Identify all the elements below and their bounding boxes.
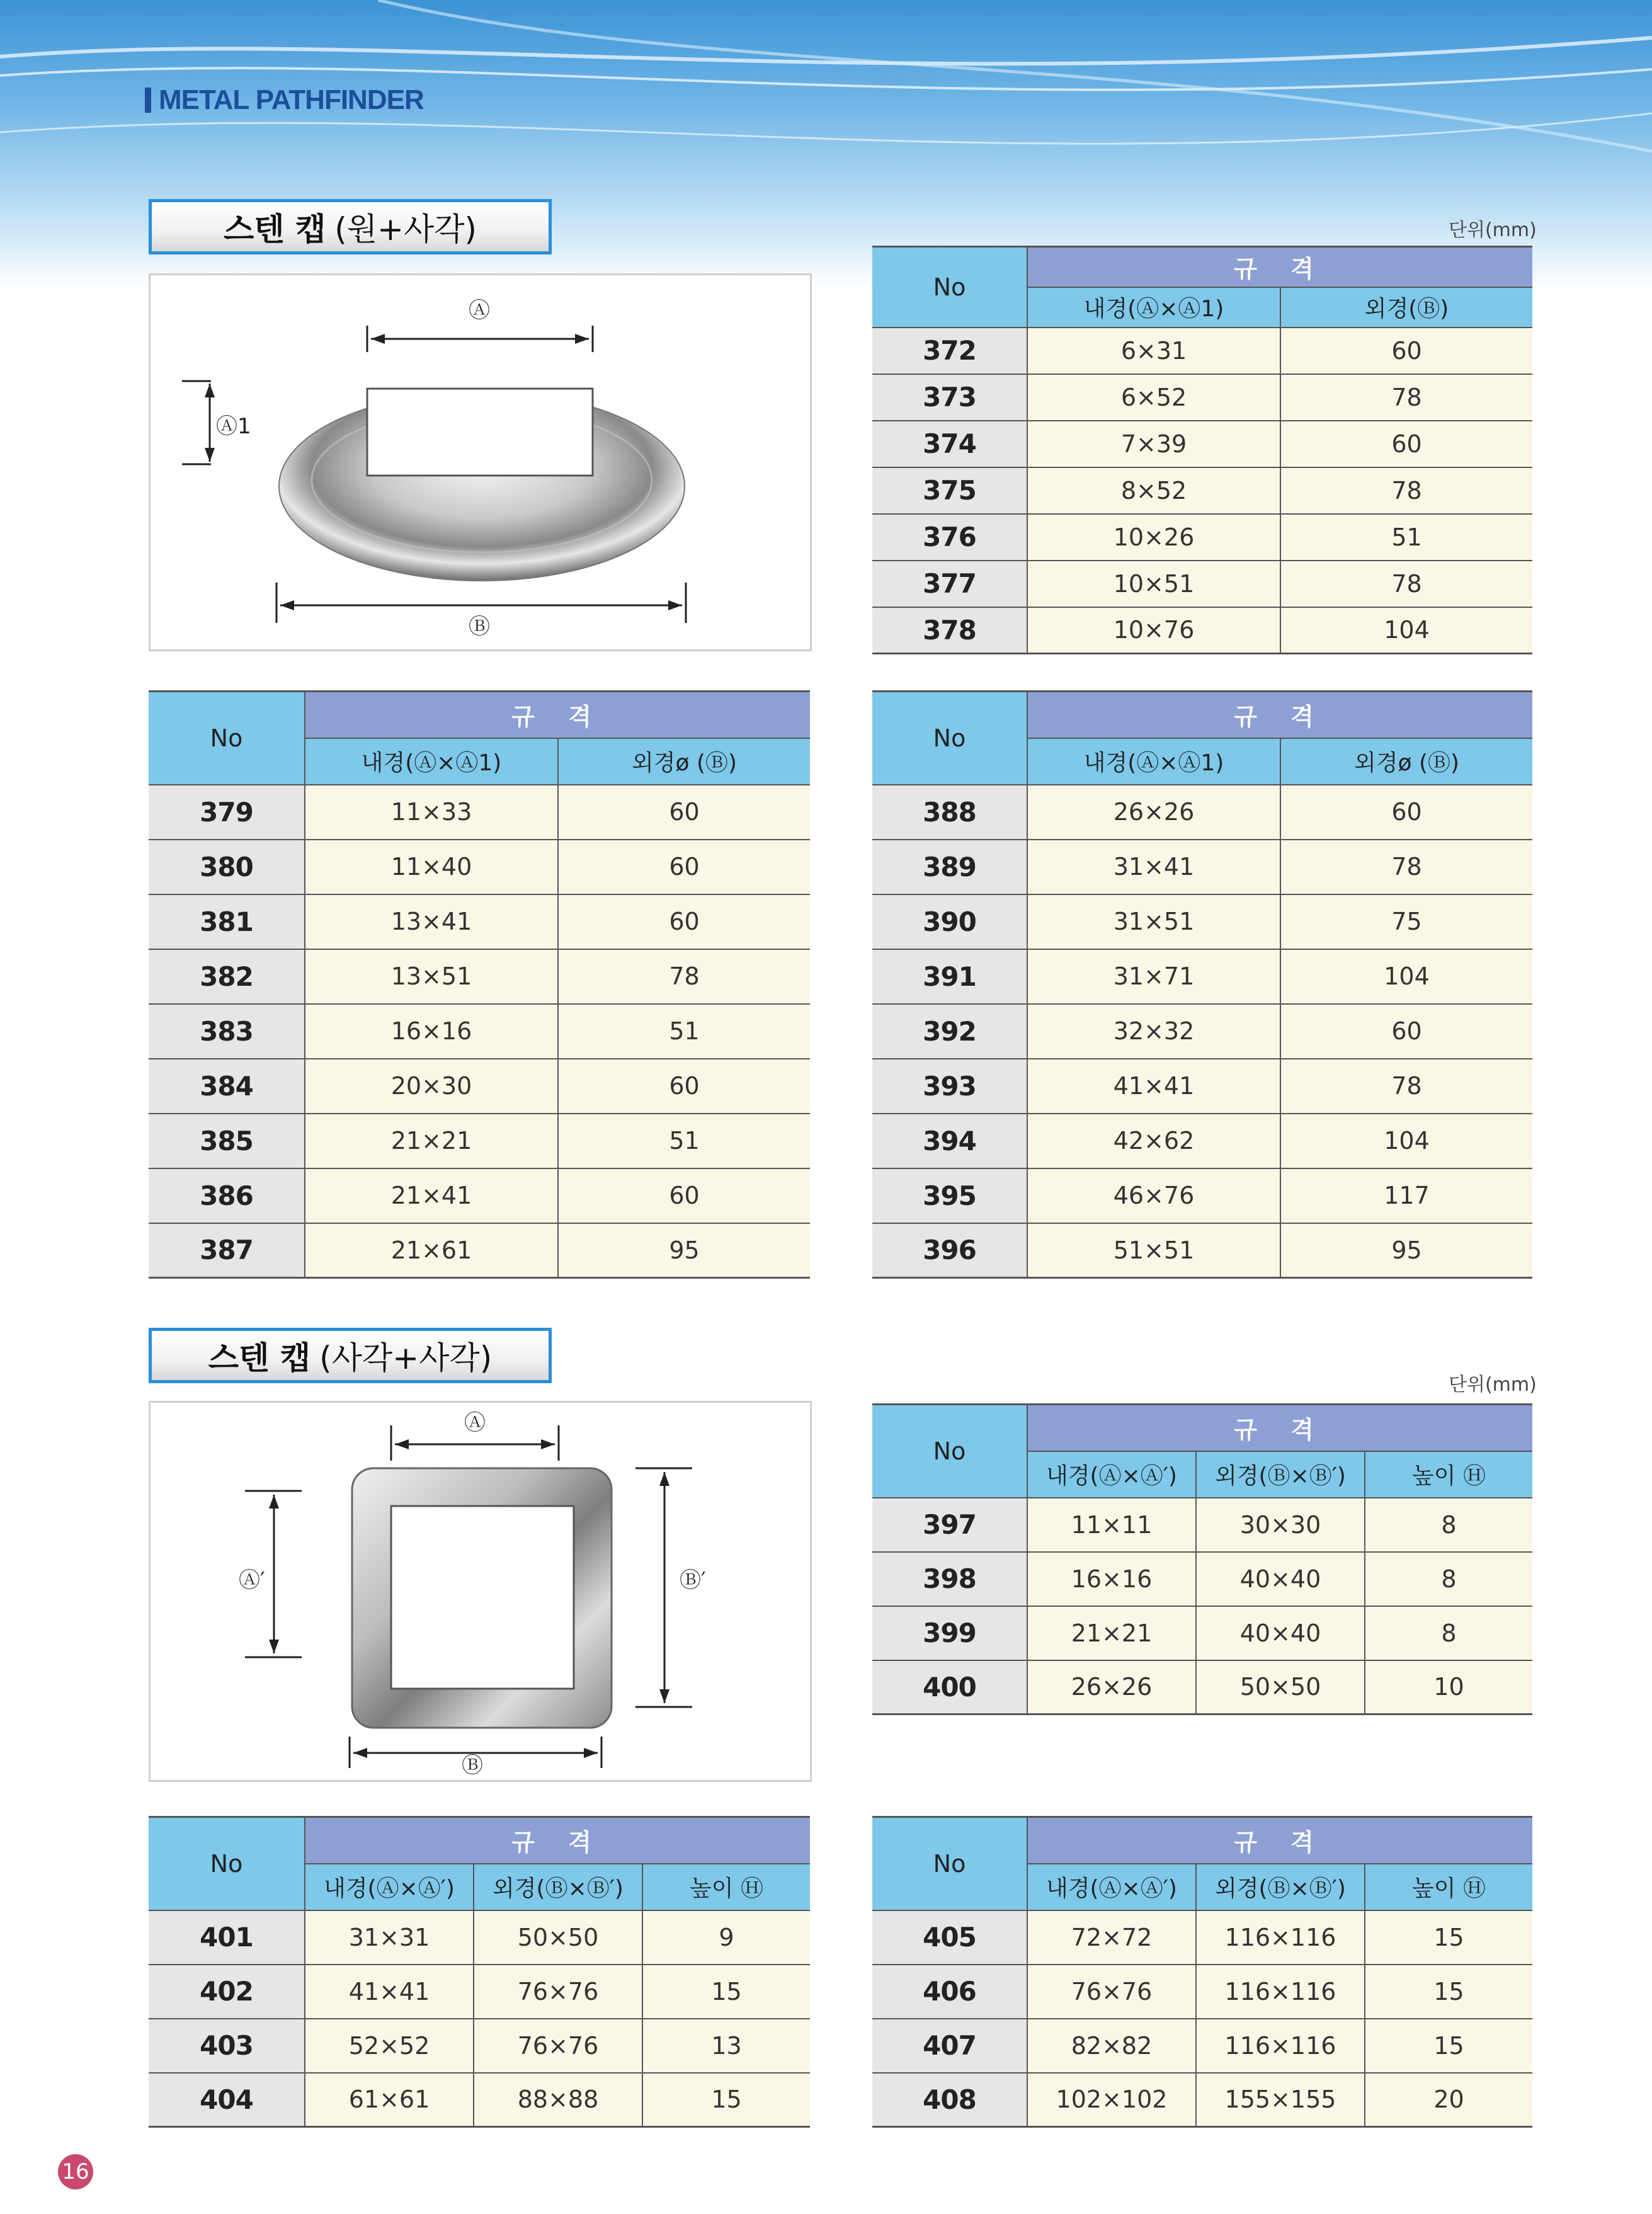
col-outer-size: 외경(Ⓑ×Ⓑ′)	[474, 1864, 642, 1910]
outer-size: 60	[558, 840, 810, 894]
table-row	[149, 840, 810, 894]
inner-size: 26×26	[1027, 785, 1280, 840]
table-row	[872, 374, 1532, 421]
height: 15	[1365, 1910, 1532, 1965]
row-no: 389	[872, 840, 1027, 894]
label-b: Ⓑ	[469, 614, 490, 639]
col-spec-header: 규 격	[1027, 1405, 1532, 1451]
inner-size: 10×51	[1027, 561, 1280, 607]
outer-size: 60	[1280, 328, 1532, 374]
table-row	[872, 1168, 1532, 1223]
inner-size: 31×31	[305, 1910, 474, 1965]
col-no-header: No	[872, 692, 1027, 785]
col-height: 높이 Ⓗ	[1365, 1451, 1532, 1498]
inner-size: 31×51	[1027, 894, 1280, 949]
row-no: 402	[149, 1965, 305, 2019]
inner-size: 32×32	[1027, 1004, 1280, 1059]
row-no: 388	[872, 785, 1027, 840]
outer-size: 50×50	[474, 1910, 642, 1965]
label-b-prime: Ⓑ′	[680, 1568, 706, 1593]
inner-size: 31×71	[1027, 949, 1280, 1004]
height: 20	[1365, 2073, 1532, 2127]
table-row	[872, 1910, 1532, 1965]
outer-size: 60	[1280, 785, 1532, 840]
height: 15	[1365, 1965, 1532, 2019]
row-no: 391	[872, 949, 1027, 1004]
row-no: 401	[149, 1910, 305, 1965]
col-no-header: No	[149, 692, 305, 785]
table-row	[872, 1114, 1532, 1168]
height: 15	[642, 1965, 810, 2019]
table-row	[872, 421, 1532, 467]
row-no: 377	[872, 561, 1027, 607]
inner-size: 72×72	[1027, 1910, 1196, 1965]
label-a-prime: Ⓐ′	[239, 1568, 265, 1593]
inner-size: 51×51	[1027, 1223, 1280, 1278]
inner-size: 52×52	[305, 2019, 474, 2073]
inner-size: 8×52	[1027, 467, 1280, 514]
row-no: 376	[872, 514, 1027, 561]
section2-title-bold: 스텐 캡	[208, 1340, 311, 1376]
section2-figure	[149, 1401, 812, 1782]
row-no: 385	[149, 1114, 305, 1168]
inner-size: 31×41	[1027, 840, 1280, 894]
inner-size: 13×41	[305, 894, 558, 949]
table-row	[149, 1910, 810, 1965]
inner-size: 16×16	[1027, 1552, 1196, 1606]
table-row	[149, 1114, 810, 1168]
outer-size: 76×76	[474, 2019, 642, 2073]
col-inner-size: 내경(Ⓐ×Ⓐ′)	[1027, 1451, 1196, 1498]
col-spec-header: 규 격	[1027, 1817, 1532, 1864]
row-no: 396	[872, 1223, 1027, 1278]
table-row	[872, 949, 1532, 1004]
col-inner-size: 내경(Ⓐ×Ⓐ′)	[305, 1864, 474, 1910]
col-no-header: No	[872, 1405, 1027, 1498]
row-no: 400	[872, 1660, 1027, 1715]
table-row	[872, 1004, 1532, 1059]
height: 8	[1365, 1606, 1532, 1660]
row-no: 397	[872, 1498, 1027, 1552]
row-no: 404	[149, 2073, 305, 2127]
row-no: 408	[872, 2073, 1027, 2127]
inner-size: 61×61	[305, 2073, 474, 2127]
outer-size: 155×155	[1196, 2073, 1365, 2127]
col-height: 높이 Ⓗ	[642, 1864, 810, 1910]
page-number: 16	[58, 2154, 93, 2189]
outer-size: 116×116	[1196, 2019, 1365, 2073]
table-row	[872, 1660, 1532, 1715]
table-row	[872, 894, 1532, 949]
col-inner-size: 내경(Ⓐ×Ⓐ′)	[1027, 1864, 1196, 1910]
section1-unit: 단위(mm)	[1449, 219, 1537, 241]
outer-size: 78	[1280, 467, 1532, 514]
table-row	[872, 514, 1532, 561]
row-no: 399	[872, 1606, 1027, 1660]
table-row	[872, 1498, 1532, 1552]
row-no: 383	[149, 1004, 305, 1059]
outer-size: 40×40	[1196, 1552, 1365, 1606]
col-outer-diameter: 외경(Ⓑ)	[1280, 287, 1532, 328]
section2-title-rest: (사각+사각)	[319, 1340, 493, 1376]
inner-size: 21×21	[1027, 1606, 1196, 1660]
section1-title	[149, 199, 552, 254]
outer-size: 51	[558, 1004, 810, 1059]
outer-size: 51	[558, 1114, 810, 1168]
table-row	[149, 2073, 810, 2127]
inner-size: 10×76	[1027, 607, 1280, 654]
col-no-header: No	[149, 1817, 305, 1910]
table-397-400	[872, 1403, 1532, 1715]
col-outer-size: 외경(Ⓑ×Ⓑ′)	[1196, 1864, 1365, 1910]
table-row	[872, 2073, 1532, 2127]
outer-size: 60	[558, 785, 810, 840]
row-no: 375	[872, 467, 1027, 514]
row-no: 386	[149, 1168, 305, 1223]
table-row	[149, 785, 810, 840]
row-no: 405	[872, 1910, 1027, 1965]
row-no: 403	[149, 2019, 305, 2073]
table-388-396	[872, 690, 1532, 1279]
outer-size: 40×40	[1196, 1606, 1365, 1660]
col-spec-header: 규 격	[305, 692, 810, 738]
table-row	[872, 1965, 1532, 2019]
col-outer-diameter: 외경ø (Ⓑ)	[558, 738, 810, 785]
table-row	[872, 840, 1532, 894]
col-inner-diameter: 내경(Ⓐ×Ⓐ1)	[1027, 738, 1280, 785]
table-row	[872, 1606, 1532, 1660]
inner-size: 6×31	[1027, 328, 1280, 374]
round-cap-drawing	[151, 275, 814, 653]
height: 10	[1365, 1660, 1532, 1715]
height: 8	[1365, 1552, 1532, 1606]
outer-size: 78	[1280, 374, 1532, 421]
row-no: 373	[872, 374, 1027, 421]
height: 15	[642, 2073, 810, 2127]
outer-size: 88×88	[474, 2073, 642, 2127]
inner-size: 21×41	[305, 1168, 558, 1223]
inner-size: 11×40	[305, 840, 558, 894]
col-spec-header: 규 격	[305, 1817, 810, 1864]
outer-size: 51	[1280, 514, 1532, 561]
inner-size: 41×41	[1027, 1059, 1280, 1114]
table-379-387	[149, 690, 810, 1279]
section1-title-bold: 스텐 캡	[223, 211, 326, 248]
section2-title	[149, 1328, 552, 1383]
inner-size: 46×76	[1027, 1168, 1280, 1223]
row-no: 379	[149, 785, 305, 840]
outer-size: 78	[1280, 840, 1532, 894]
col-inner-diameter: 내경(Ⓐ×Ⓐ1)	[1027, 287, 1280, 328]
table-row	[872, 785, 1532, 840]
col-no-header: No	[872, 1817, 1027, 1910]
table-row	[149, 1059, 810, 1114]
brand	[145, 85, 424, 115]
inner-size: 7×39	[1027, 421, 1280, 467]
section1-figure	[149, 273, 812, 651]
row-no: 407	[872, 2019, 1027, 2073]
col-outer-diameter: 외경ø (Ⓑ)	[1280, 738, 1532, 785]
row-no: 384	[149, 1059, 305, 1114]
label-a1: Ⓐ1	[216, 414, 251, 439]
row-no: 393	[872, 1059, 1027, 1114]
outer-size: 76×76	[474, 1965, 642, 2019]
inner-size: 11×33	[305, 785, 558, 840]
outer-size: 117	[1280, 1168, 1532, 1223]
table-row	[149, 1004, 810, 1059]
table-row	[872, 561, 1532, 607]
row-no: 374	[872, 421, 1027, 467]
outer-size: 30×30	[1196, 1498, 1365, 1552]
inner-size: 82×82	[1027, 2019, 1196, 2073]
row-no: 387	[149, 1223, 305, 1278]
row-no: 392	[872, 1004, 1027, 1059]
row-no: 381	[149, 894, 305, 949]
col-no-header: No	[872, 247, 1027, 328]
table-372-378	[872, 246, 1532, 654]
table-row	[149, 1223, 810, 1278]
inner-size: 16×16	[305, 1004, 558, 1059]
col-height: 높이 Ⓗ	[1365, 1864, 1532, 1910]
table-row	[872, 1223, 1532, 1278]
height: 15	[1365, 2019, 1532, 2073]
outer-size: 78	[1280, 561, 1532, 607]
height: 8	[1365, 1498, 1532, 1552]
label-a: Ⓐ	[469, 298, 490, 323]
outer-size: 116×116	[1196, 1910, 1365, 1965]
brand-text: METAL PATHFINDER	[159, 84, 424, 115]
row-no: 394	[872, 1114, 1027, 1168]
height: 9	[642, 1910, 810, 1965]
row-no: 378	[872, 607, 1027, 654]
outer-size: 50×50	[1196, 1660, 1365, 1715]
table-row	[149, 894, 810, 949]
outer-size: 95	[1280, 1223, 1532, 1278]
outer-size: 78	[1280, 1059, 1532, 1114]
table-row	[872, 2019, 1532, 2073]
section1-title-rest: (원+사각)	[334, 211, 477, 248]
outer-size: 95	[558, 1223, 810, 1278]
table-row	[149, 949, 810, 1004]
inner-size: 13×51	[305, 949, 558, 1004]
outer-size: 104	[1280, 607, 1532, 654]
col-spec-header: 규 격	[1027, 692, 1532, 738]
outer-size: 75	[1280, 894, 1532, 949]
section2-unit: 단위(mm)	[1449, 1374, 1537, 1396]
inner-size: 6×52	[1027, 374, 1280, 421]
table-row	[872, 467, 1532, 514]
outer-size: 60	[1280, 421, 1532, 467]
inner-size: 21×61	[305, 1223, 558, 1278]
inner-size: 10×26	[1027, 514, 1280, 561]
outer-size: 104	[1280, 949, 1532, 1004]
col-spec-header: 규 격	[1027, 247, 1532, 287]
inner-size: 26×26	[1027, 1660, 1196, 1715]
inner-size: 102×102	[1027, 2073, 1196, 2127]
row-no: 395	[872, 1168, 1027, 1223]
outer-size: 60	[558, 1168, 810, 1223]
table-row	[872, 607, 1532, 654]
table-row	[872, 1552, 1532, 1606]
inner-size: 42×62	[1027, 1114, 1280, 1168]
outer-size: 60	[558, 1059, 810, 1114]
label-a: Ⓐ	[464, 1410, 486, 1435]
col-inner-diameter: 내경(Ⓐ×Ⓐ1)	[305, 738, 558, 785]
table-row	[149, 1965, 810, 2019]
inner-size: 21×21	[305, 1114, 558, 1168]
row-no: 398	[872, 1552, 1027, 1606]
inner-size: 20×30	[305, 1059, 558, 1114]
table-row	[872, 328, 1532, 374]
outer-size: 104	[1280, 1114, 1532, 1168]
brand-bar	[145, 88, 151, 113]
row-no: 382	[149, 949, 305, 1004]
row-no: 406	[872, 1965, 1027, 2019]
inner-size: 76×76	[1027, 1965, 1196, 2019]
table-405-408	[872, 1816, 1532, 2128]
inner-size: 41×41	[305, 1965, 474, 2019]
label-b: Ⓑ	[462, 1753, 483, 1778]
table-row	[149, 2019, 810, 2073]
outer-size: 78	[558, 949, 810, 1004]
row-no: 390	[872, 894, 1027, 949]
table-401-404	[149, 1816, 810, 2128]
inner-size: 11×11	[1027, 1498, 1196, 1552]
row-no: 372	[872, 328, 1027, 374]
outer-size: 60	[558, 894, 810, 949]
height: 13	[642, 2019, 810, 2073]
table-row	[149, 1168, 810, 1223]
col-outer-size: 외경(Ⓑ×Ⓑ′)	[1196, 1451, 1365, 1498]
table-row	[872, 1059, 1532, 1114]
row-no: 380	[149, 840, 305, 894]
outer-size: 116×116	[1196, 1965, 1365, 2019]
outer-size: 60	[1280, 1004, 1532, 1059]
